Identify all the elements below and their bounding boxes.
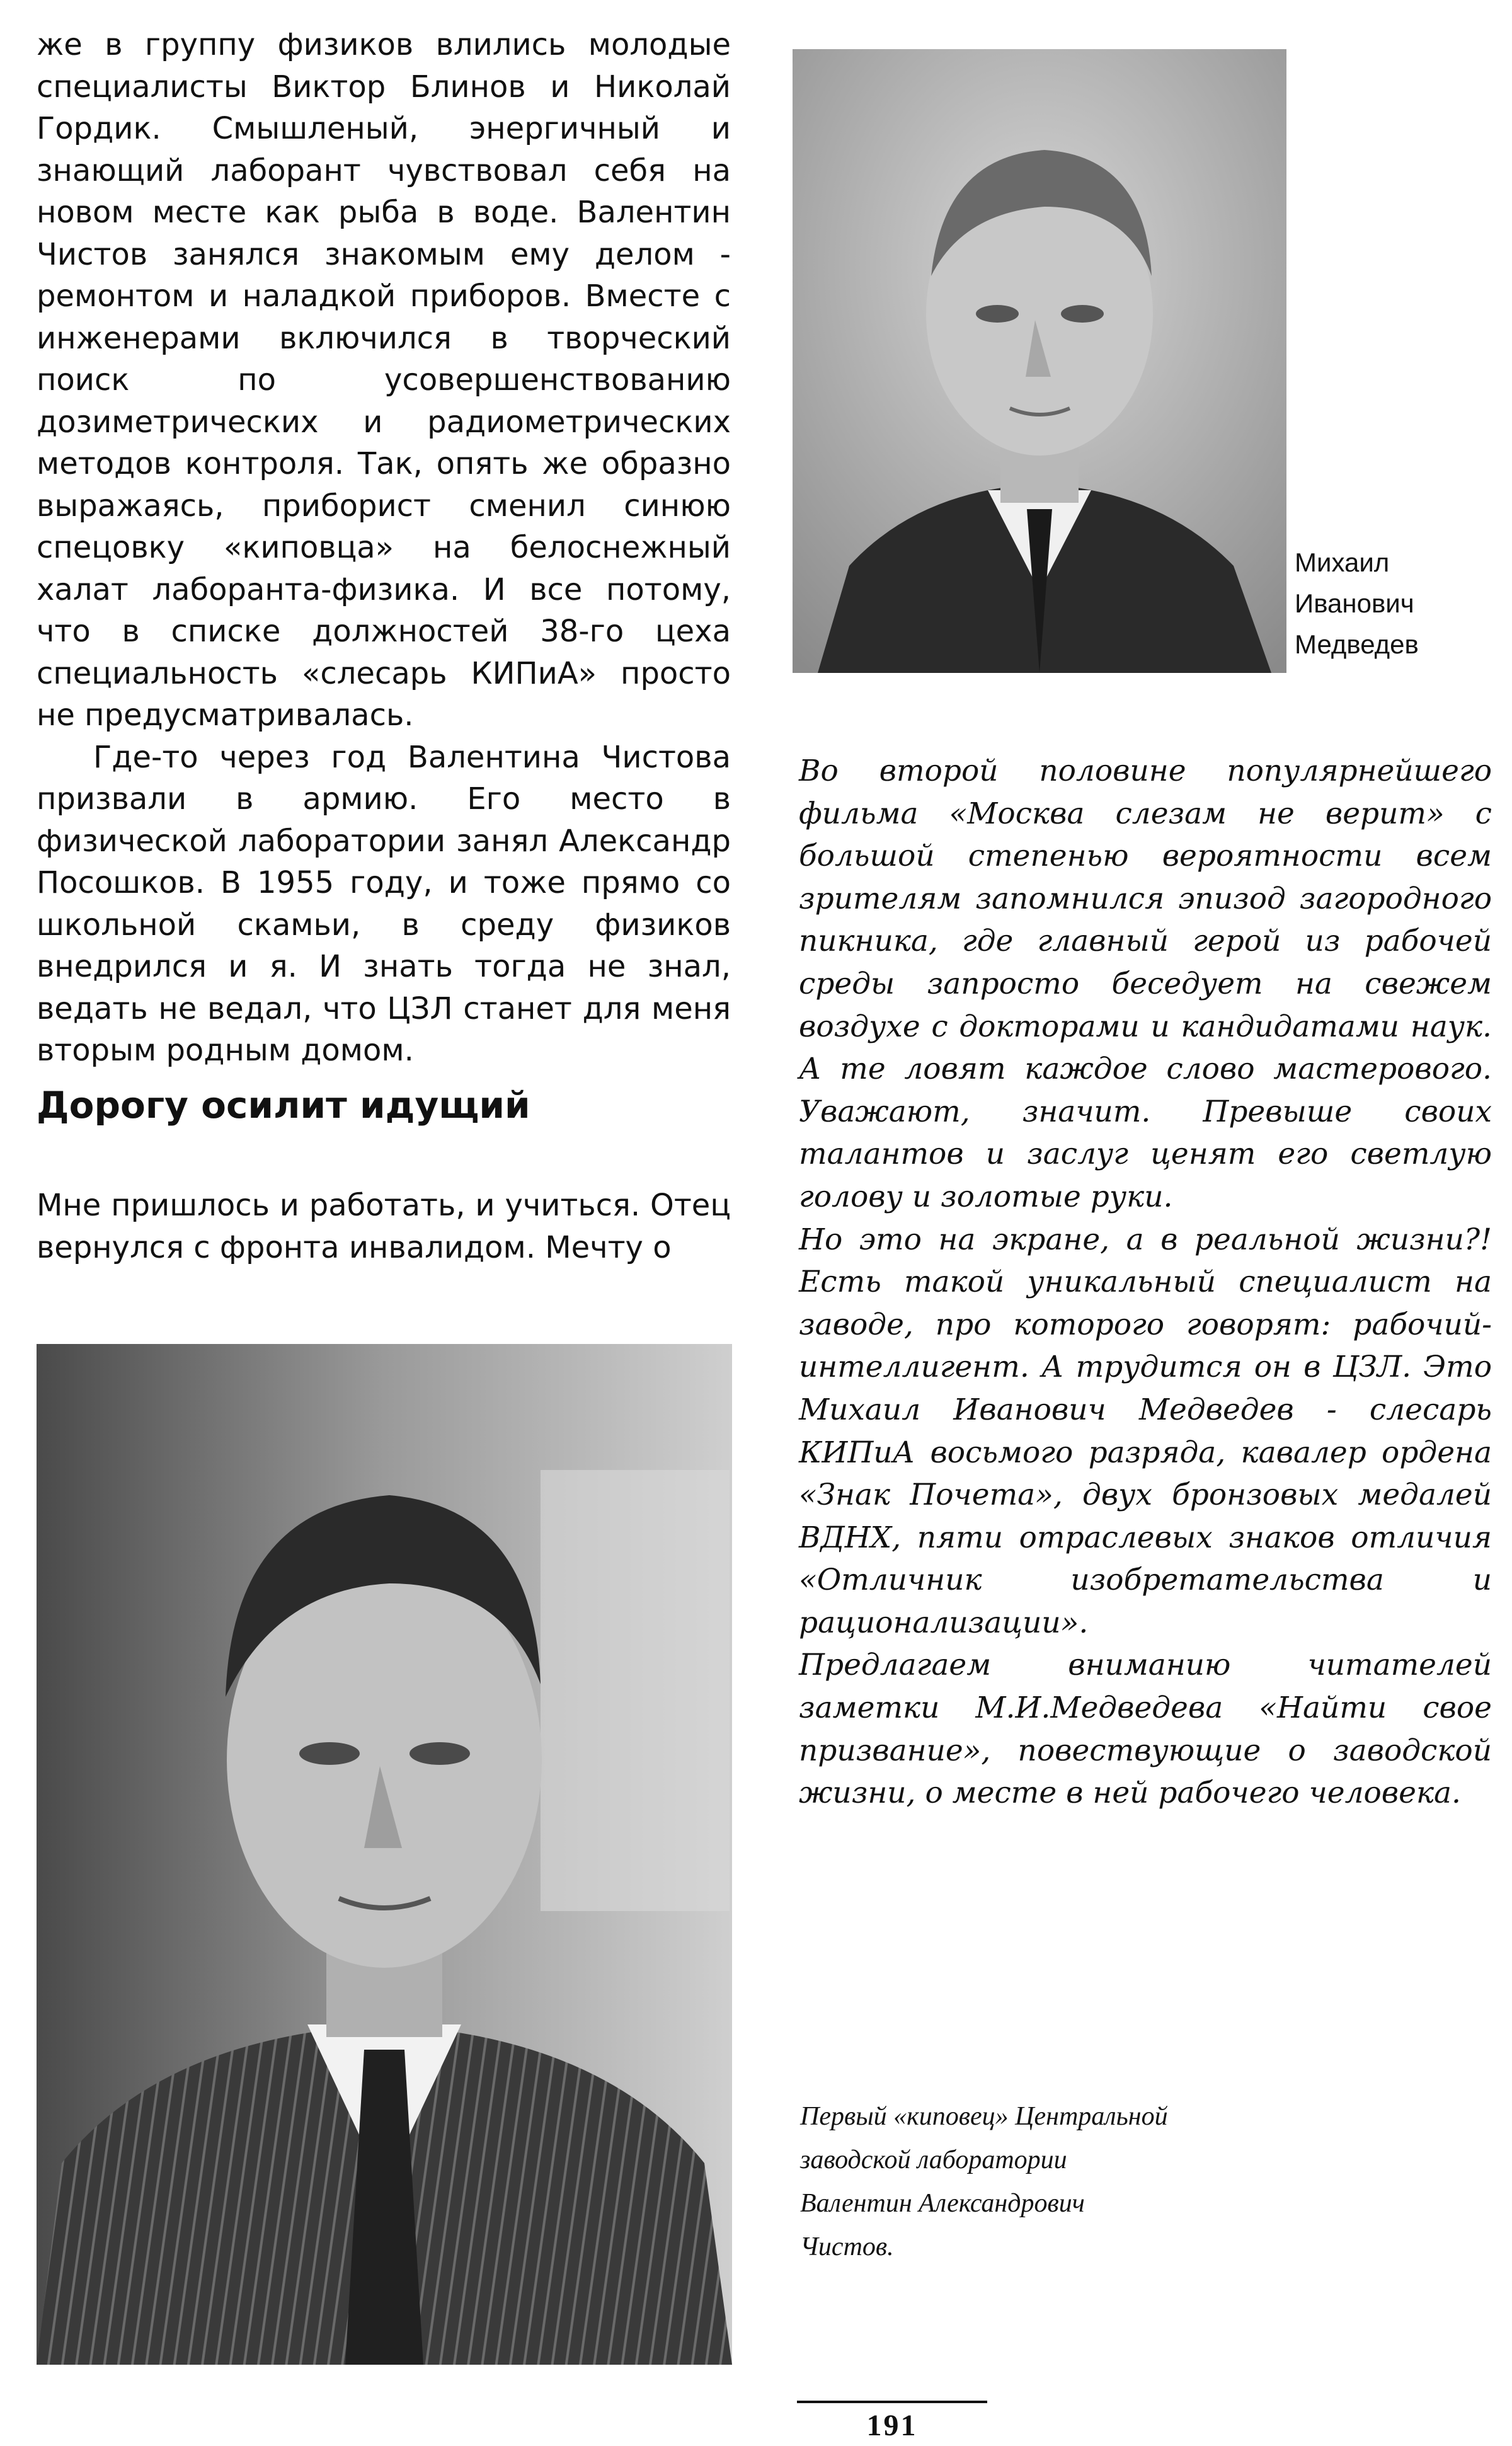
- page-number-rule: [797, 2401, 987, 2403]
- left-column-continued: [37, 1185, 731, 1268]
- portrait-photo-chistov: [37, 1344, 732, 2365]
- caption-line: Валентин Александрович: [800, 2189, 1085, 2218]
- caption-line: Иванович: [1295, 589, 1414, 618]
- caption-line: Михаил: [1295, 548, 1390, 577]
- caption-line: Первый «киповец» Центральной: [800, 2102, 1168, 2131]
- portrait-photo-medvedev: [793, 49, 1286, 673]
- page-number: 191: [866, 2409, 918, 2442]
- portrait-caption: [1295, 542, 1458, 665]
- intro-paragraph-3: Предлагаем вниманию читателей заметки М.И.Медведева «Найти свое призвание», повествующие о заводской жизни, о месте в ней рабочего человека.: [799, 1648, 1492, 1811]
- paragraph-1: же в группу физиков влились молодые специалисты Виктор Блинов и Николай Гордик. Смышленый, энергичный и знающий лаборант чувствовал себя на новом месте как рыба в воде. Валентин Чистов занялся знакомым ему делом - ремонтом и наладкой приборов. Вместе с инженерами включился в творческий поиск по усовершенствованию дозиметрических и радиометрических методов контроля. Так, опять же образно выражаясь, приборист сменил синюю спецовку «киповца» на белоснежный халат лаборанта-физика. И все потому, что в списке должностей 38-го цеха специальность «слесарь КИПиА» просто не предусматривалась.: [37, 27, 731, 733]
- left-column-text: [37, 24, 731, 1072]
- intro-text: [799, 750, 1492, 1815]
- paragraph-2: Где-то через год Валентина Чистова призвали в армию. Его место в физической лаборатории занял Александр Посошков. В 1955 году, и тоже прямо со школьной скамьи, в среду физиков внедрился и я. И знать тогда не знал, ведать не ведал, что ЦЗЛ станет для меня вторым родным домом.: [37, 739, 731, 1068]
- paragraph-3: Мне пришлось и работать, и учиться. Отец вернулся с фронта инвалидом. Мечту о: [37, 1188, 731, 1265]
- caption-line: Медведев: [1295, 629, 1419, 659]
- caption-line: Чистов.: [800, 2232, 894, 2261]
- intro-paragraph-1: Во второй половине популярнейшего фильма «Москва слезам не верит» с большой степенью вероятности всем зрителям запомнился эпизод загородного пикника, где главный герой из рабочей среды запросто беседует на свежем воздухе с докторами и кандидатами наук. А те ловят каждое слово мастерового. Уважают, значит. Превыше своих талантов и заслуг ценят его светлую голову и золотые руки.: [799, 754, 1492, 1214]
- caption-line: заводской лаборатории: [800, 2145, 1067, 2174]
- intro-paragraph-2: Но это на экране, а в реальной жизни?! Есть такой уникальный специалист на заводе, про которого говорят: рабочий-интеллигент. А трудится он в ЦЗЛ. Это Михаил Иванович Медведев - слесарь КИПиА восьмого разряда, кавалер ордена «Знак Почета», двух бронзовых медалей ВДНХ, пяти отраслевых знаков отличия «Отличник изобретательства и рационализации».: [799, 1222, 1492, 1640]
- section-heading: Дорогу осилит идущий: [37, 1084, 530, 1127]
- chistov-caption: [800, 2095, 1329, 2269]
